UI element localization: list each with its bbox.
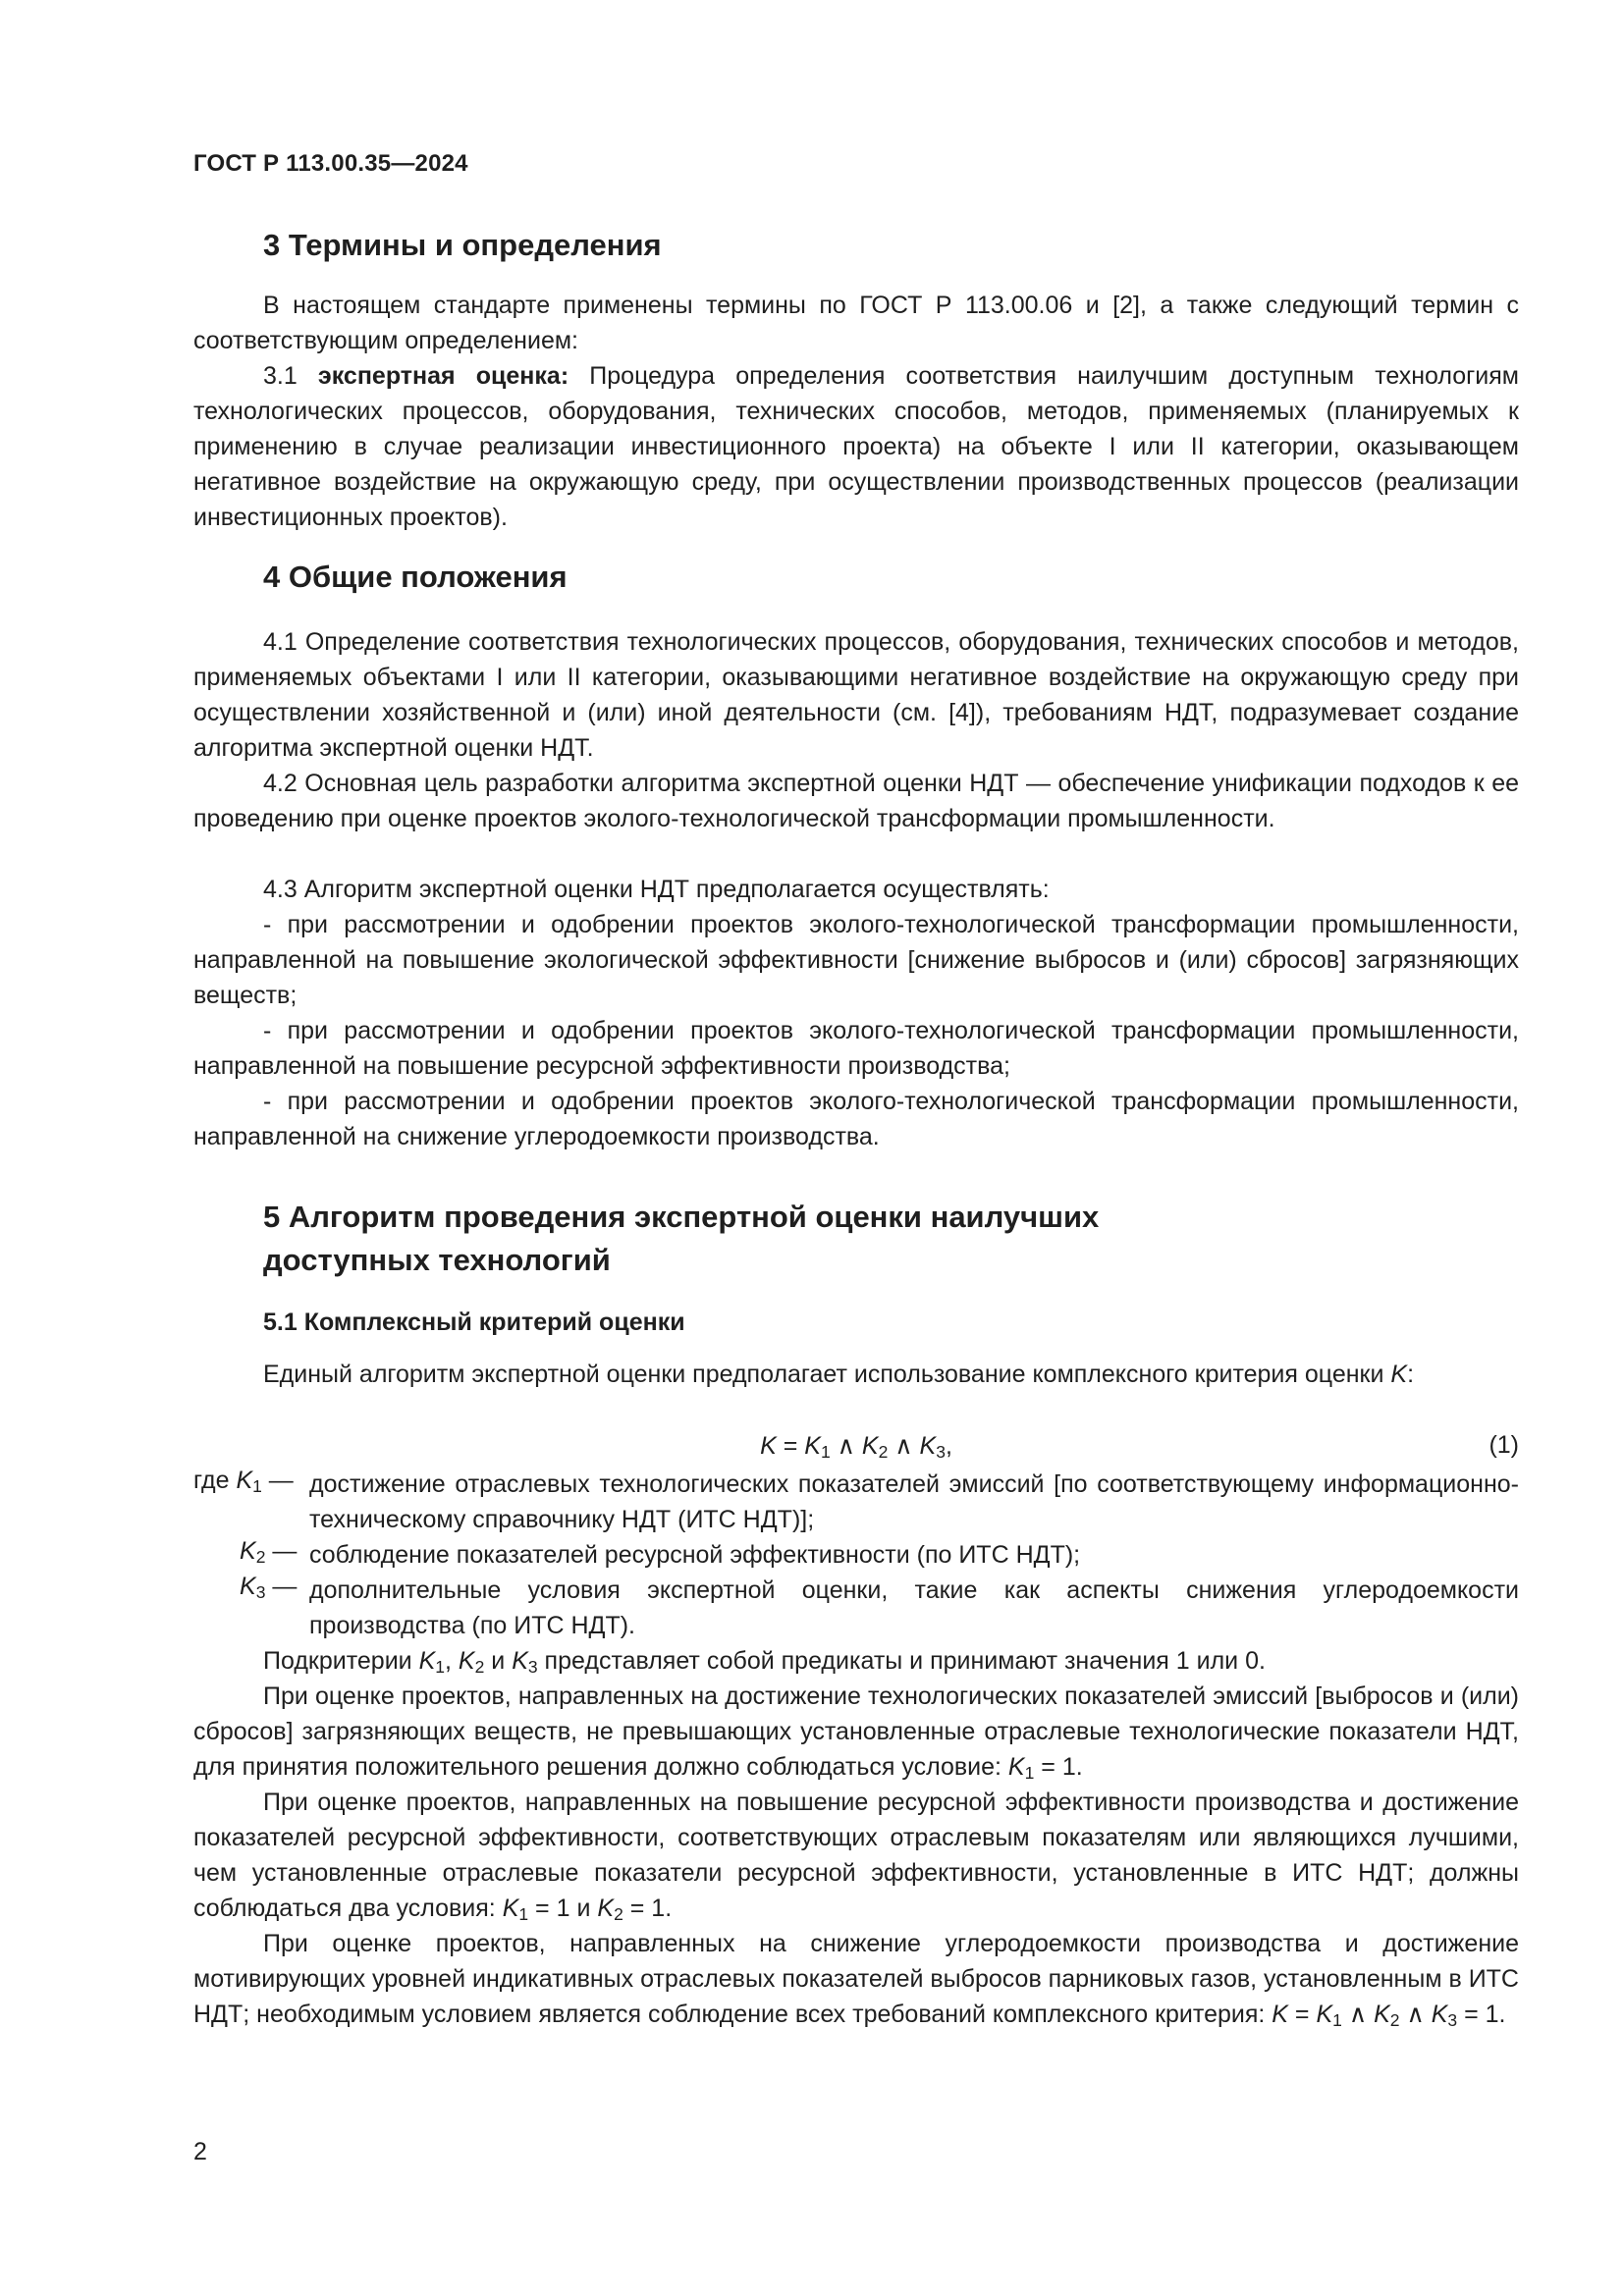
definition-k2-text: соблюдение показателей ресурсной эффективности (по ИТС НДТ); bbox=[309, 1541, 1081, 1569]
subcriteria-paragraph: Подкритерии $K_1$, $K_2$ и $K_3$ представляет собой предикаты и принимают значения 1 или 0. bbox=[263, 1647, 1266, 1677]
term-name: экспертная оценка: bbox=[317, 362, 569, 390]
definition-k2-label: $K_2$ — bbox=[240, 1537, 298, 1567]
definition-k3-label: $K_3$ — bbox=[240, 1573, 298, 1602]
resource-paragraph: При оценке проектов, направленных на повышение ресурсной эффективности производства и достижение показателей ресурсной эффективности, соответствующих отраслевым показателям или являющихся лучшими, чем установленные отраслевые показатели ресурсной эффективности, установленные в ИТС НДТ; должны соблюдаться два условия: $K_1 = 1$ и $K_2 = 1$. bbox=[193, 1789, 1519, 1924]
subsection-5-1-title: 5.1 Комплексный критерий оценки bbox=[263, 1308, 685, 1336]
paragraph-4-2: 4.2 Основная цель разработки алгоритма экспертной оценки НДТ — обеспечение унификации подходов к ее проведению при оценке проектов эколого-технологической трансформации промышленности. bbox=[193, 770, 1519, 832]
formula-number: (1) bbox=[1489, 1431, 1519, 1459]
document-code: ГОСТ Р 113.00.35—2024 bbox=[193, 150, 468, 177]
section-5-title: 5 Алгоритм проведения экспертной оценки наилучших доступных технологий bbox=[263, 1200, 1100, 1277]
paragraph-4-3: 4.3 Алгоритм экспертной оценки НДТ предполагается осуществлять: bbox=[263, 876, 1050, 903]
list-item-carbon: - при рассмотрении и одобрении проектов эколого-технологической трансформации промышленности, направленной на снижение углеродоемкости производства. bbox=[193, 1088, 1519, 1150]
definition-k1-label: где $K_1$ — bbox=[193, 1467, 294, 1496]
section-3-title: 3 Термины и определения bbox=[263, 228, 662, 262]
definition-k1-text: достижение отраслевых технологических показателей эмиссий [по соответствующему информационно-техническому справочнику НДТ (ИТС НДТ)]; bbox=[309, 1470, 1519, 1533]
emissions-paragraph: При оценке проектов, направленных на достижение технологических показателей эмиссий [выбросов и (или) сбросов] загрязняющих веществ, не превышающих установленные отраслевые технологические показатели НДТ, для принятия положительного решения должно соблюдаться условие: $K_1 = 1$. bbox=[193, 1682, 1519, 1783]
definition-k3-text: дополнительные условия экспертной оценки, такие как аспекты снижения углеродоемкости производства (по ИТС НДТ). bbox=[309, 1576, 1519, 1639]
paragraph-4-1: 4.1 Определение соответствия технологических процессов, оборудования, технических способов и методов, применяемых объектами I или II категории, оказывающими негативное воздействие на окружающую среду при осуществлении хозяйственной и (или) иной деятельности (см. [4]), требованиям НДТ, подразумевает создание алгоритма экспертной оценки НДТ. bbox=[193, 628, 1519, 762]
page-number: 2 bbox=[193, 2138, 207, 2165]
section-3-intro: В настоящем стандарте применены термины по ГОСТ Р 113.00.06 и [2], а также следующий термин с соответствующим определением: bbox=[193, 292, 1519, 354]
criterion-intro: Единый алгоритм экспертной оценки предполагает использование комплексного критерия оценки K: bbox=[263, 1361, 1415, 1388]
term-definition: Процедура определения соответствия наилучшим доступным технологиям технологических процессов, оборудования, технических способов, методов, применяемых (планируемых к применению в случае реализации инвестиционного проекта) на объекте I или II категории, оказывающем негативное воздействие на окружающую среду, при осуществлении производственных процессов (реализации инвестиционных проектов). bbox=[193, 362, 1519, 531]
list-item-resource: - при рассмотрении и одобрении проектов эколого-технологической трансформации промышленности, направленной на повышение ресурсной эффективности производства; bbox=[193, 1017, 1519, 1080]
formula-1: $K = K_1$ ∧ $K_2$ ∧ $K_3$, bbox=[760, 1432, 952, 1462]
carbon-paragraph: При оценке проектов, направленных на снижение углеродоемкости производства и достижение мотивирующих уровней индикативных отраслевых показателей выбросов парниковых газов, установленным в ИТС НДТ; необходимым условием является соблюдение всех требований комплексного критерия: $K = K_1$ ∧ $K_2$ ∧ $K_3 = 1$. bbox=[193, 1930, 1519, 2030]
term-3-1 bbox=[193, 358, 1519, 535]
list-item-ecological: - при рассмотрении и одобрении проектов эколого-технологической трансформации промышленности, направленной на повышение экологической эффективности [снижение выбросов и (или) сбросов] загрязняющих веществ; bbox=[193, 911, 1519, 1009]
section-4-title: 4 Общие положения bbox=[263, 560, 568, 594]
term-number: 3.1 bbox=[263, 362, 318, 390]
